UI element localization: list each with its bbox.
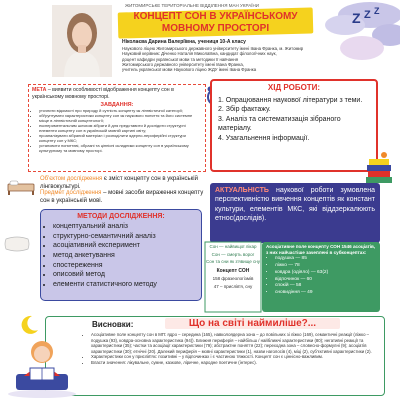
diagram-node: Сон та сни як з'явище сну bbox=[205, 259, 261, 265]
conclusions-label: Висновки: bbox=[92, 320, 134, 329]
relevance-box bbox=[210, 183, 380, 243]
conclusions-banner: Що на світі наймиліше?... bbox=[165, 318, 340, 329]
girl-reading-illustration bbox=[2, 330, 82, 398]
stats-item: • подушка — 85 bbox=[275, 256, 376, 263]
diagram-node: 158 фразеологізмів bbox=[212, 276, 254, 282]
bed-icon bbox=[7, 178, 35, 196]
conclusion-item: • Асоціативне поле концепту сон в МП: ядро – середина (165), навколоядерна зона – до повільних зі ліжко (169), семантичні реакції (ліжко – подушка (93), ковдра-основна характеристика (94)). Ближня периферія – найбільш / найближчі характеристики (80); негативні реакції та характеристики (35); частки та асоціації характеристики (79); абстрактне поняття (22); переходна зона – словесно-формулні (9); асоціатів характеристики (30); етнічні (20). Далекий периферія – мовні характеристики (1), назви наголосів (4), міці (2), суб'єктивні характеристики (2). bbox=[91, 332, 380, 354]
svg-text:Z: Z bbox=[352, 10, 361, 26]
svg-text:Z: Z bbox=[364, 9, 371, 21]
zzz-icon bbox=[350, 5, 395, 27]
stages-box bbox=[210, 79, 378, 172]
stages-list bbox=[212, 92, 376, 143]
page-title: КОНЦЕПТ СОН В УКРАЇНСЬКОМУ МОВНОМУ ПРОСТОРІ bbox=[133, 11, 298, 34]
subject-text: – мовні засоби вираження концепту сон в українській мові. bbox=[40, 190, 204, 204]
books-icon bbox=[364, 151, 394, 187]
task-item: • проаналізувати зібраний матеріал і розподілити ядерно-периферійні структури концепту сон у МКС; bbox=[39, 133, 202, 143]
goal-text bbox=[29, 85, 205, 101]
methods-box bbox=[40, 209, 202, 301]
stage-item: 2. Збір фактажу. bbox=[218, 106, 271, 114]
diagram-node: Сон — смерть ворог bbox=[211, 251, 255, 257]
stats-list bbox=[266, 256, 376, 296]
diagram-center: Концепт СОН bbox=[216, 267, 250, 274]
goal-label: МЕТА bbox=[32, 87, 47, 93]
author-info bbox=[122, 46, 322, 73]
conclusion-item: • Власти значення: лікувальне, сумне, казкове, ліричне, народне поетичне (інтерес). bbox=[91, 360, 380, 366]
student-portrait bbox=[52, 5, 112, 77]
info-line: Наукового ліцею Житомирського державного університету імені Івана Франка, м. Житомир bbox=[122, 46, 304, 51]
stage-item: 3. Аналіз та систематизація зібраного матеріалу. bbox=[218, 115, 341, 133]
diagram-node: 47 – прислів'я, сну bbox=[213, 283, 253, 289]
relevance-text bbox=[215, 186, 375, 224]
stage-item: 1. Опрацювання наукової літератури з теми. bbox=[218, 97, 363, 104]
diagram-nodes bbox=[205, 244, 261, 289]
org-name: ЖИТОМИРСЬКЕ ТЕРИТОРІАЛЬНЕ ВІДДІЛЕННЯ МАН УКРАЇНИ bbox=[125, 3, 259, 8]
stats-box bbox=[262, 242, 380, 312]
method-item: • описовий метод bbox=[53, 270, 201, 280]
tasks-list bbox=[29, 108, 205, 153]
method-item: • асоціативний експеримент bbox=[53, 241, 201, 251]
stats-item: • ліжко — 78 bbox=[275, 263, 376, 270]
object-text: є зміст концепту сон в українській лінгвокультурі. bbox=[40, 176, 198, 190]
methods-list bbox=[41, 222, 201, 290]
method-item: • структурно-семантичний аналіз bbox=[53, 232, 201, 242]
info-line: доцент кафедри української мови та методики її навчання bbox=[122, 56, 239, 62]
author-name: Ніколаєва Дарина Валеріївна, учениця 10-А класу bbox=[122, 39, 246, 45]
method-item: • спостереження bbox=[53, 261, 201, 271]
svg-text:Z: Z bbox=[374, 6, 380, 16]
method-item: • елементи статистичного методу bbox=[53, 280, 201, 290]
subject-label: Предмет дослідження bbox=[40, 190, 102, 196]
goal-description: – виявити особливості відображення концепту сон в українському мовному просторі. bbox=[32, 87, 174, 100]
subject-section bbox=[40, 190, 205, 206]
method-item: • концептуальний аналіз bbox=[53, 222, 201, 232]
stats-item: • відпочинок — 60 bbox=[275, 277, 376, 284]
task-item: • експериментальним шляхом зібрати й для представити й дослідити структурні елементи концепту сон в українській мовній картині світу; bbox=[39, 123, 202, 133]
task-item: • обґрунтувати характеристики концепту сон як наукового поняття та його системне місце в лінгвістичній концептології; bbox=[39, 113, 202, 123]
task-item: • установити поняттєві, образні та ціннісні складники концепту сон в українському культурному та мовному просторі. bbox=[39, 143, 202, 153]
object-label: Об'єктом дослідження bbox=[40, 176, 103, 182]
info-line: Житомирського державного університету імені Івана Франка, bbox=[122, 62, 244, 68]
conclusions-list bbox=[82, 332, 380, 365]
info-line: Науковий керівник: Діченко Наталія Миколаївна, кандидат філологічних наук, bbox=[122, 51, 277, 57]
method-item: • метод анкетування bbox=[53, 251, 201, 261]
conclusion-item: • Характеристики сон у прислів'ях: позитивні – у відпочинках і є частиною тяжкості. Концепт сон є ціннісно-важливим. bbox=[91, 354, 380, 360]
goal-box bbox=[28, 84, 206, 172]
info-line: учитель української мови Наукового ліцею ЖДУ імені Івана Франка bbox=[122, 67, 257, 73]
pillow-icon bbox=[3, 235, 31, 253]
stage-item: 4. Узагальнення інформації. bbox=[218, 134, 310, 142]
relevance-description: наукової роботи зумовлена перспективністю вивчення концептів як констант культури, елементів МКС, які віддзеркалюють етнос(дослідів). bbox=[215, 187, 375, 223]
stats-item: • сновидіння — 49 bbox=[275, 290, 376, 297]
stages-title: ХІД РОБОТИ: bbox=[267, 83, 321, 92]
diagram-node: Сон — найвищої лікар bbox=[209, 244, 257, 249]
tasks-label: ЗАВДАННЯ: bbox=[100, 101, 134, 108]
task-item: • уточнити відомості про природу й сутність концепту як лінгвістичної категорії; bbox=[39, 108, 202, 113]
stats-item: • спокій — 58 bbox=[275, 283, 376, 290]
stats-item: • ковдра (одіяло) — 63(2) bbox=[275, 270, 376, 277]
relevance-label: АКТУАЛЬНІСТЬ bbox=[215, 187, 269, 194]
methods-title: МЕТОДИ ДОСЛІДЖЕННЯ: bbox=[77, 213, 165, 220]
stats-title: Асоціативне поле концепту СОН 1546 асоціатів, з них найчастіше зачеплені в субконцептах: bbox=[266, 244, 376, 255]
